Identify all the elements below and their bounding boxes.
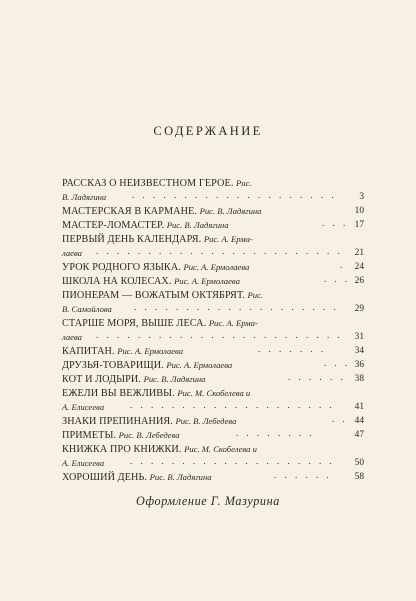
toc-list (62, 176, 364, 484)
entry-illustrator: Рис. А. Ермолаева (183, 262, 250, 272)
entry-page-number: 24 (354, 262, 364, 272)
entry-page-number: 26 (354, 276, 364, 286)
dot-leader: . . . . . . . . . . . . . . . . . . . . (130, 456, 335, 466)
entry-page-number: 34 (354, 346, 364, 356)
entry-page-number: 31 (354, 332, 364, 342)
entry-illustrator: Рис. А. Ермолаева (174, 276, 240, 286)
entry-illustrator: Рис. В. Лебедева (175, 416, 237, 426)
entry-illustrator: Рис. В. Ладягина (149, 472, 212, 482)
entry-title: УРОК РОДНОГО ЯЗЫКА. (62, 262, 181, 273)
entry-title: ПЕРВЫЙ ДЕНЬ КАЛЕНДАРЯ. (62, 234, 202, 245)
toc-entry (62, 372, 364, 386)
entry-page-number: 44 (354, 416, 364, 426)
entry-page-number: 17 (354, 220, 364, 230)
entry-page-number: 21 (354, 248, 364, 258)
entry-illustrator: В. Ладягина (62, 192, 107, 202)
entry-title: ПИОНЕРАМ — ВОЖАТЫМ ОКТЯБРЯТ. (62, 290, 245, 301)
contents-heading: СОДЕРЖАНИЕ (153, 124, 263, 138)
toc-entry (62, 218, 364, 232)
toc-entry (62, 414, 364, 428)
dot-leader: . . . (324, 274, 351, 284)
entry-illustrator: Рис. В. Лебедева (118, 430, 180, 440)
entry-illustrator: Рис. (236, 178, 252, 188)
design-credit: Оформление Г. Мазурина (136, 494, 280, 508)
entry-illustrator: Рис. М. Скобелева и (177, 388, 251, 398)
toc-entry (62, 386, 364, 414)
entry-title: ЕЖЕЛИ ВЫ ВЕЖЛИВЫ. (62, 388, 175, 399)
toc-entry (62, 176, 364, 204)
entry-title: ШКОЛА НА КОЛЕСАХ. (62, 276, 172, 287)
dot-leader: . . . (324, 358, 351, 368)
toc-entry (62, 428, 364, 442)
entry-page-number: 36 (354, 360, 364, 370)
dot-leader: . (340, 260, 346, 270)
entry-illustrator: Рис. А. Ерма- (203, 234, 253, 244)
entry-title: ХОРОШИЙ ДЕНЬ. (62, 472, 148, 483)
entry-page-number: 47 (354, 430, 364, 440)
dot-leader: . . . . . . . . . . . . . . . . . . . . . . . . (96, 246, 343, 256)
entry-page-number: 10 (354, 206, 364, 216)
entry-title: КОТ И ЛОДЫРИ. (62, 374, 142, 385)
toc-entry (62, 442, 364, 470)
dot-leader: . . . . . . . . . . . . . . . . . . . . . . . . (96, 330, 343, 340)
dot-leader: . . . . . . (288, 372, 346, 382)
entry-page-number: 41 (354, 402, 364, 412)
entry-title: ЗНАКИ ПРЕПИНАНИЯ. (62, 416, 173, 427)
entry-illustrator: Рис. А. Ерма- (208, 318, 258, 328)
toc-entry (62, 204, 364, 218)
dot-leader: . . . . . . (274, 470, 332, 480)
entry-illustrator: Рис. А. Ермолаева (166, 360, 233, 370)
entry-illustrator: лаева (62, 332, 82, 342)
entry-illustrator: Рис. В. Ладягина (166, 220, 229, 230)
entry-title: МАСТЕР-ЛОМАСТЕР. (62, 220, 165, 231)
dot-leader: . . . . . . . . . . . . . . . . . . . . (132, 190, 337, 200)
entry-illustrator: Рис. В. Ладягина (199, 206, 262, 216)
dot-leader: . . . (322, 218, 349, 228)
entry-page-number: 58 (354, 472, 364, 482)
toc-entry (62, 316, 364, 344)
toc-entry (62, 344, 364, 358)
toc-entry (62, 232, 364, 260)
entry-title: МАСТЕРСКАЯ В КАРМАНЕ. (62, 206, 198, 217)
entry-title: РАССКАЗ О НЕИЗВЕСТНОМ ГЕРОЕ. (62, 178, 234, 189)
entry-title: КНИЖКА ПРО КНИЖКИ. (62, 444, 182, 455)
entry-page-number: 38 (354, 374, 364, 384)
entry-page-number: 3 (359, 192, 364, 202)
dot-leader: . . . . . . . . . . . . . . . . . . . . (130, 400, 335, 410)
entry-illustrator: А. Елисеева (62, 402, 105, 412)
entry-page-number: 50 (354, 458, 364, 468)
entry-illustrator: Рис. А. Ермолаева (117, 346, 184, 356)
entry-title: ПРИМЕТЫ. (62, 430, 117, 441)
entry-illustrator: Рис. М. Скобелева и (184, 444, 257, 454)
toc-entry (62, 274, 364, 288)
entry-page-number: 29 (354, 304, 364, 314)
entry-illustrator: Рис. В. Ладягина (143, 374, 206, 384)
entry-illustrator: лаева (62, 248, 82, 258)
dot-leader: . . (332, 414, 348, 424)
dot-leader: . . . . . . . . (236, 428, 315, 438)
dot-leader: . . . . . . . . . . . . . . . . . . . . (134, 302, 339, 312)
entry-illustrator: А. Елисеева (62, 458, 105, 468)
toc-entry (62, 288, 364, 316)
dot-leader: . . . . . . . (258, 344, 327, 354)
entry-illustrator: В. Самойлова (62, 304, 112, 314)
toc-entry (62, 470, 364, 484)
entry-illustrator: Рис. (247, 290, 263, 300)
entry-title: СТАРШЕ МОРЯ, ВЫШЕ ЛЕСА. (62, 318, 207, 329)
toc-entry (62, 260, 364, 274)
entry-title: ДРУЗЬЯ-ТОВАРИЩИ. (62, 360, 164, 371)
entry-title: КАПИТАН. (62, 346, 115, 357)
